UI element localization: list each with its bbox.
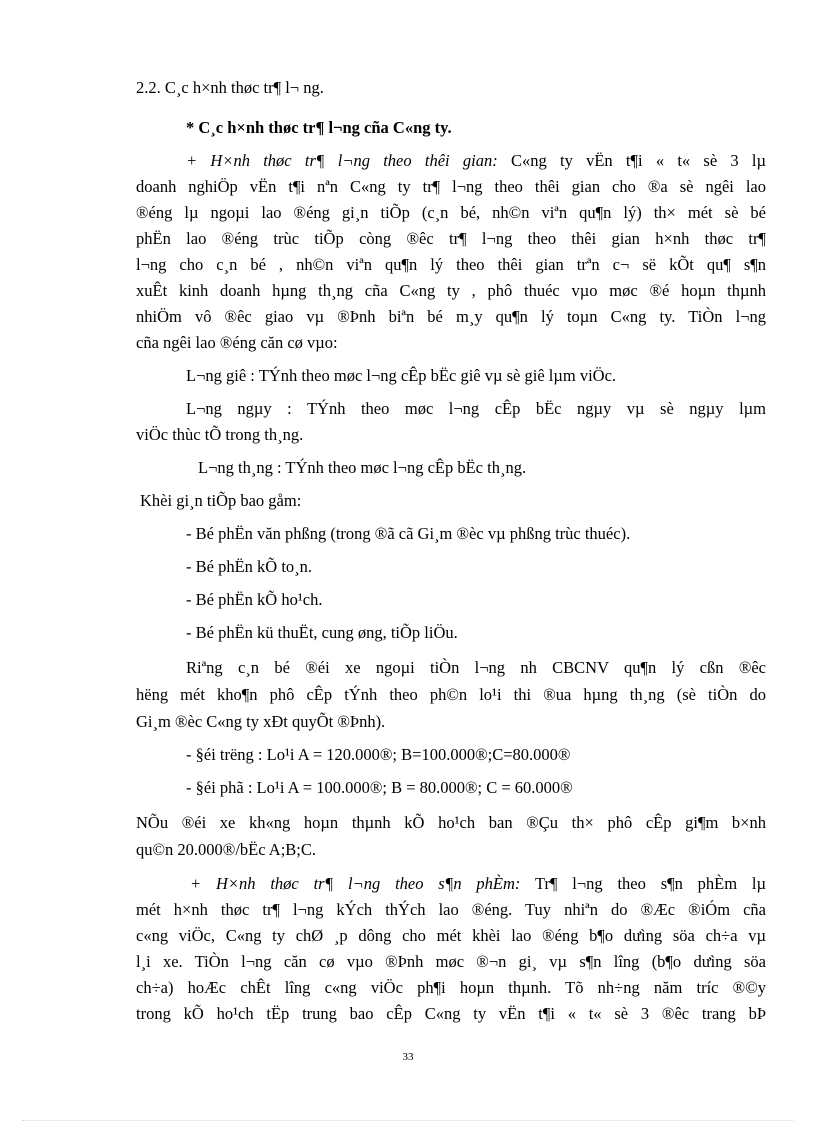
driver-allowance-line-3: Gi¸m ®èc C«ng ty xÐt quyÕt ®Þnh). (136, 712, 386, 731)
penalty-line-2: qu©n 20.000®/bËc A;B;C. (136, 840, 316, 859)
deputy-leader-allowance: - §éi phã : Lo¹i A = 100.000®; B = 80.000®; C = 60.000® (186, 778, 573, 797)
paragraph-2-line-2: mét h×nh thøc tr¶ l¬ng kÝch thÝch lao ®éng. Tuy nhiªn do ®Æc ®iÓm cña (136, 900, 766, 919)
indirect-staff-intro: Khèi gi¸n tiÕp bao gåm: (140, 491, 302, 510)
daily-wage-line-2: viÖc thùc tÕ trong th¸ng. (136, 425, 304, 444)
list-item: - Bé phËn kÕ to¸n. (186, 557, 313, 576)
driver-allowance-line-2: hëng mét kho¶n phô cÊp tÝnh theo ph©n lo¹i thi ®ua hµng th¸ng (sè tiÒn do (136, 685, 766, 704)
list-item: - Bé phËn văn phßng (trong ®ã cã Gi¸m ®èc vµ phßng trùc thuéc). (186, 524, 631, 543)
team-leader-allowance: - §éi trëng : Lo¹i A = 120.000®; B=100.000®;C=80.000® (186, 745, 571, 764)
paragraph-2-line-5: ch÷a) hoÆc chÊt lîng c«ng viÖc ph¶i hoµn thµnh. Tõ nh÷ng năm tríc ®©y (136, 978, 766, 997)
paragraph-1-line-7: nhiÖm vô ®êc giao vµ ®Þnh biªn bé m¸y qu¶n lý toµn C«ng ty. TiÒn l¬ng (136, 307, 766, 326)
paragraph-1-line-1 (186, 151, 766, 171)
paragraph-1-line-5: l¬ng cho c¸n bé , nh©n viªn qu¶n lý theo thêi gian trªn c¬ së kÕt qu¶ s¶n (136, 255, 766, 274)
paragraph-2-line-1 (190, 874, 766, 894)
monthly-wage: L¬ng th¸ng : TÝnh theo møc l¬ng cÊp bËc th¸ng. (198, 458, 527, 477)
paragraph-1-line-2: doanh nghiÖp vËn t¶i nªn C«ng ty tr¶ l¬ng theo thêi gian cho ®a sè ngêi lao (136, 177, 766, 196)
page-bottom-divider (22, 1120, 794, 1121)
time-wage-label: + H×nh thøc tr¶ l¬ng theo thêi gian: (186, 151, 498, 170)
piece-wage-label: + H×nh thøc tr¶ l¬ng theo s¶n phÈm: (190, 874, 521, 893)
penalty-line-1: NÕu ®éi xe kh«ng hoµn thµnh kÕ ho¹ch ban ®Çu th× phô cÊp gi¶m b×nh (136, 813, 766, 832)
list-item: - Bé phËn kü thuËt, cung øng, tiÕp liÖu. (186, 623, 458, 642)
list-item: - Bé phËn kÕ ho¹ch. (186, 590, 323, 609)
paragraph-2-line-4: l¸i xe. TiÒn l¬ng căn cø vµo ®Þnh møc ®¬n gi¸ vµ s¶n lîng (b¶o dưìng söa (136, 952, 766, 971)
paragraph-2-line-3: c«ng viÖc, C«ng ty chØ ¸p dông cho mét khèi lao ®éng b¶o dưìng söa ch÷a vµ (136, 926, 766, 945)
paragraph-1-text: C«ng ty vËn t¶i « t« sè 3 lµ (510, 151, 767, 170)
paragraph-1-line-3: ®éng lµ ngoµi lao ®éng gi¸n tiÕp (c¸n bé, nh©n viªn qu¶n lý) th× mét sè bé (136, 203, 766, 222)
section-heading: 2.2. C¸c h×nh thøc tr¶ l¬ ng. (136, 78, 324, 97)
driver-allowance-line-1: Riªng c¸n bé ®éi xe ngoµi tiÒn l¬ng nh CBCNV qu¶n lý cßn ®êc (186, 658, 766, 677)
hourly-wage: L¬ng giê : TÝnh theo møc l¬ng cÊp bËc giê vµ sè giê lµm viÖc. (186, 366, 617, 385)
paragraph-1-line-4: phËn lao ®éng trùc tiÕp còng ®êc tr¶ l¬ng theo thêi gian h×nh thøc tr¶ (136, 229, 766, 248)
page-number: 33 (402, 1051, 414, 1063)
subsection-heading: * C¸c h×nh thøc tr¶ l¬ng cña C«ng ty. (186, 118, 452, 137)
daily-wage-line-1: L¬ng ngµy : TÝnh theo møc l¬ng cÊp bËc ngµy vµ sè ngµy lµm (186, 399, 766, 418)
paragraph-2-line-6: trong kÕ ho¹ch tËp trung bao cÊp C«ng ty vËn t¶i « t« sè 3 ®êc trang bÞ (136, 1004, 766, 1023)
paragraph-1-line-6: xuÊt kinh doanh hµng th¸ng cña C«ng ty , phô thuéc vµo møc ®é hoµn thµnh (136, 281, 766, 300)
paragraph-2-text: Tr¶ l¬ng theo s¶n phÈm lµ (534, 874, 766, 893)
paragraph-1-line-8: cña ngêi lao ®éng căn cø vµo: (136, 333, 338, 352)
